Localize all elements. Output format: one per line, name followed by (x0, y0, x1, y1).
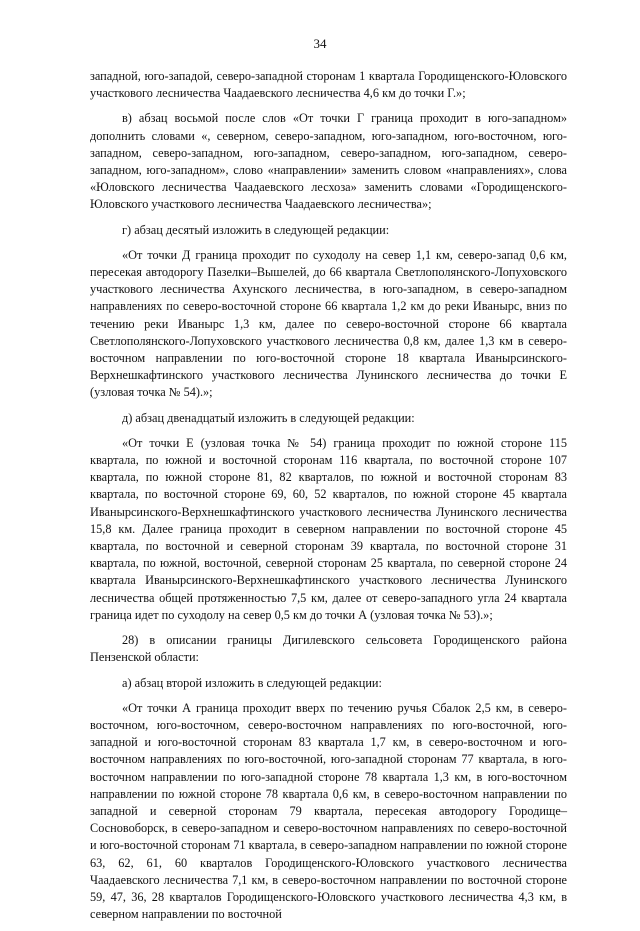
page-number: 34 (313, 36, 327, 51)
paragraph-amendment-g: г) абзац десятый изложить в следующей редакции: (122, 222, 390, 237)
paragraph-quote-point-d: «От точки Д граница проходит по суходолу на север 1,1 км, северо-запад 0,6 км, пересекая автодорогу Пазелки–Вышелей, до 66 квартала Светлополянского-Лопуховского участкового лесничества Ахунского лесничества, в юго-западном, в северо-западном направлениях по северо-восточной стороне 66 квартала 1,2 км до реки Иваныpс, вниз по течению реки Иваныpс 1,3 км, далее по северо-восточной стороне 66 квартала Светлополянского-Лопуховского участкового лесничества 0,8 км, далее 1,3 км в северо-восточном направлении по юго-восточной стороне 18 квартала Иваныpсинского-Верхнешкафтинского участкового лесничества Лунинского лесничества до точки Е (узловая точка № 54).»; (90, 247, 567, 400)
paragraph-item-28: 28) в описании границы Дигилевского сельсовета Городищенского района Пензенской области: (90, 633, 567, 665)
paragraph-quote-point-a: «От точки А граница проходит вверх по течению ручья Сбалок 2,5 км, в северо-восточном, юго-восточном, северо-восточном направлениях по юго-восточной, юго-западной и юго-восточной сторонам 83 квартала 1,7 км, в северо-восточном и юго-восточном направлениях по юго-восточной, юго-западной сторонам 77 квартала, в юго-восточном направлении по юго-западной стороне 78 квартала 1,3 км, в юго-восточном направлении по южной стороне 78 квартала 0,6 км, в северо-восточном направлении по западной и северной сторонам 79 квартала, пересекая автодорогу Городище–Сосновоборск, в северо-западном и северо-восточном направлениях по северо-восточной и юго-восточной сторонам 71 квартала, в северо-западном направлении по южной стороне 63, 62, 61, 60 кварталов Городищенского-Юловского участкового лесничества Чаадаевского лесничества 7,1 км, в северо-восточном направлении по восточной стороне 59, 47, 36, 28 кварталов Городищенского-Юловского участкового лесничества 4,3 км, в северном направлении по восточной (90, 700, 567, 922)
paragraph-amendment-v: в) абзац восьмой после слов «От точки Г граница проходит в юго-западном» дополнить словами «, северном, северо-западном, юго-западном, юго-восточном, юго-западном, северо-западном, юго-западном, северо-западном, юго-западном, северо-западном, юго-западном», слово «направлении» заменить словом «направлениях», слова «Юловского лесничества Чаадаевского лесхоза» заменить словами «Городищенского-Юловского участкового лесничества Чаадаевского лесничества»; (90, 111, 567, 212)
document-body (90, 68, 567, 931)
paragraph-continuation: западной, юго-западой, северо-западной сторонам 1 квартала Городищенского-Юловского участкового лесничества Чаадаевского лесничества 4,6 км до точки Г.»; (90, 69, 567, 101)
paragraph-amendment-d: д) абзац двенадцатый изложить в следующей редакции: (122, 410, 415, 425)
paragraph-amendment-a: а) абзац второй изложить в следующей редакции: (122, 675, 382, 690)
paragraph-quote-point-e: «От точки Е (узловая точка № 54) граница проходит по южной стороне 115 квартала, по южной и восточной сторонам 116 квартала, по восточной стороне 107 квартала, по южной стороне 81, 82 кварталов, по южной и восточной сторонам 83 квартала, по восточной стороне 69, 60, 52 кварталов, по южной стороне 45 квартала Иваныpсинского-Верхнешкафтинского участкового лесничества Лунинского лесничества 15,8 км. Далее граница проходит в северном направлении по восточной стороне 45 квартала, по восточной и северной сторонам 39 квартала, по восточной стороне 31 квартала, по южной, восточной, северной сторонам 25 квартала, по северной стороне 24 квартала Иваныpсинского-Верхнешкафтинского участкового лесничества Лунинского лесничества общей протяженностью 7,5 км, далее от северо-западного угла 24 квартала граница идет по суходолу на север 0,5 км до точки А (узловая точка № 53).»; (90, 435, 567, 622)
